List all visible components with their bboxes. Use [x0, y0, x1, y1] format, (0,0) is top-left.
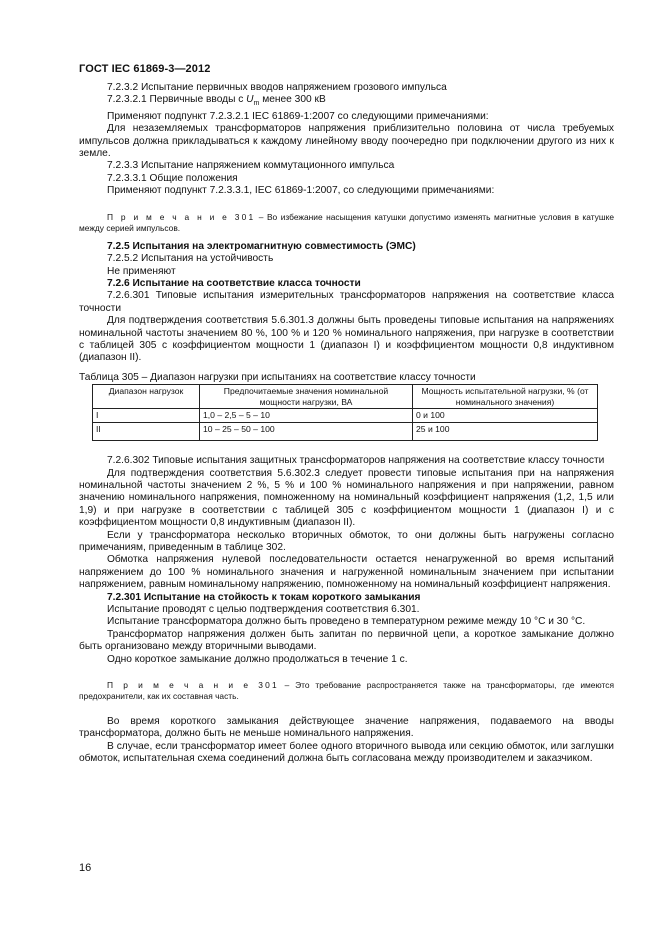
section-7233-title: 7.2.3.3 Испытание напряжением коммутационного импульса — [107, 160, 395, 172]
section-7232-apply: Применяют подпункт 7.2.3.2.1 IEC 61869-1:2007 со следующими примечаниями: — [107, 110, 489, 122]
section-7252-title: 7.2.5.2 Испытания на устойчивость — [107, 253, 274, 265]
section-7252-text: Не применяют — [107, 265, 176, 277]
document-header: ГОСТ IEC 61869-3—2012 — [79, 63, 211, 75]
table-cell: I — [93, 409, 200, 423]
note-301-coil: П р и м е ч а н и е 301 – Во избежание насыщения катушки допустимо изменять магнитные условия в катушке между серией импульсов. — [79, 211, 614, 233]
document-body — [79, 82, 614, 766]
section-726302-p1: Для подтверждения соответствия 5.6.302.3 следует провести типовые испытания при на напряжения номинальной частоты значением 2 %, 5 % и 100 % номинального напряжения и при напряжении, равном значению номинального напряжения, помноженному на номинальный коэффициент напряжения (1,2, 1,5 или 1,9) и при нагрузке в соответствии с таблицей 305 с коэффициентом мощности 1 (диапазон I) и с коэффициентом мощности 0,8 индуктивным (диапазон II). — [79, 467, 614, 529]
table-cell: 0 и 100 — [413, 409, 598, 423]
section-72301-p4: Одно короткое замыкание должно продолжаться в течение 1 с. — [107, 653, 408, 665]
section-726-title: 7.2.6 Испытание на соответствие класса точности — [107, 277, 361, 289]
section-726301-title: 7.2.6.301 Типовые испытания измерительных трансформаторов напряжения на соответствие класса точности — [79, 290, 614, 314]
table-cell: 1,0 – 2,5 – 5 – 10 — [200, 409, 413, 423]
table-305-caption: Таблица 305 – Диапазон нагрузки при испытаниях на соответствие классу точности — [79, 371, 476, 383]
section-726302-title: 7.2.6.302 Типовые испытания защитных трансформаторов напряжения на соответствие классу точности — [107, 455, 605, 467]
page-number: 16 — [79, 862, 92, 874]
table-row — [93, 409, 598, 423]
section-7232-paragraph: Для незаземляемых трансформаторов напряжения приблизительно половина от числа требуемых импульсов должна прикладываться к каждому линейному вводу поочередно при подключении другого из них к земле. — [79, 123, 614, 160]
section-72321-title: 7.2.3.2.1 Первичные вводы с $U_m$ менее 300 кВ — [107, 94, 326, 108]
section-72331-title: 7.2.3.3.1 Общие положения — [107, 172, 238, 184]
section-726302-p3: Обмотка напряжения нулевой последовательности остается ненагруженной во время испытаний напряжением до 100 % номинального значения и нагруженной номинальным значением при испытании напряжением, равным номинальному напряжению, помноженному на номинальный коэффициент напряжения. — [79, 554, 614, 591]
table-cell: 10 – 25 – 50 – 100 — [200, 422, 413, 441]
table-header-row — [93, 385, 598, 409]
section-72301-p2: Испытание трансформатора должно быть проведено в температурном режиме между 10 °С и 30 °С. — [107, 616, 586, 628]
section-72301-p6: В случае, если трансформатор имеет более одного вторичного вывода или секцию обмоток, или заглушки обмоток, испытательная схема соединений должна быть согласована между производителем и заказчиком. — [79, 740, 614, 765]
table-cell: II — [93, 422, 200, 441]
section-72301-p1: Испытание проводят с целью подтверждения соответствия 6.301. — [107, 604, 420, 616]
section-72301-p5: Во время короткого замыкания действующее значение напряжения, подаваемого на вводы трансформатора, должно быть не меньше номинального напряжения. — [79, 716, 614, 740]
note-301-fuses: П р и м е ч а н и е 301 – Это требование распространяется также на трансформаторы, где имеются предохранители, как их составная часть. — [79, 680, 614, 702]
table-header-cell: Предпочитаемые значения номинальной мощности нагрузки, ВА — [200, 385, 413, 409]
section-726301-text: Для подтверждения соответствия 5.6.301.3 должны быть проведены типовые испытания на напряжениях номинальной частоты значением 80 %, 100 % и 120 % номинального напряжения, при нагрузке в соответствии с таблицей 305 с коэффициентом мощности 1 (диапазон I) и коэффициентом мощности 0,8 индуктивном (диапазон II). — [79, 315, 614, 364]
table-header-cell: Мощность испытательной нагрузки, % (от номинального значения) — [413, 385, 598, 409]
section-7232-title: 7.2.3.2 Испытание первичных вводов напряжением грозового импульса — [107, 82, 447, 93]
section-72301-title: 7.2.301 Испытание на стойкость к токам короткого замыкания — [107, 591, 421, 603]
section-726302-p2: Если у трансформатора несколько вторичных обмоток, то они должны быть нагружены согласно примечаниям, приведенным в таблице 302. — [79, 529, 614, 553]
section-725-title: 7.2.5 Испытания на электромагнитную совместимость (ЭМС) — [107, 240, 416, 252]
table-305 — [92, 384, 598, 441]
table-header-cell: Диапазон нагрузок — [93, 385, 200, 409]
section-7233-apply: Применяют подпункт 7.2.3.3.1, IEC 61869-1:2007, со следующими примечаниями: — [107, 185, 495, 197]
table-row — [93, 422, 598, 441]
section-72301-p3: Трансформатор напряжения должен быть запитан по первичной цепи, а короткое замыкание должно быть организовано между вторичными выводами. — [79, 628, 614, 653]
table-cell: 25 и 100 — [413, 422, 598, 441]
